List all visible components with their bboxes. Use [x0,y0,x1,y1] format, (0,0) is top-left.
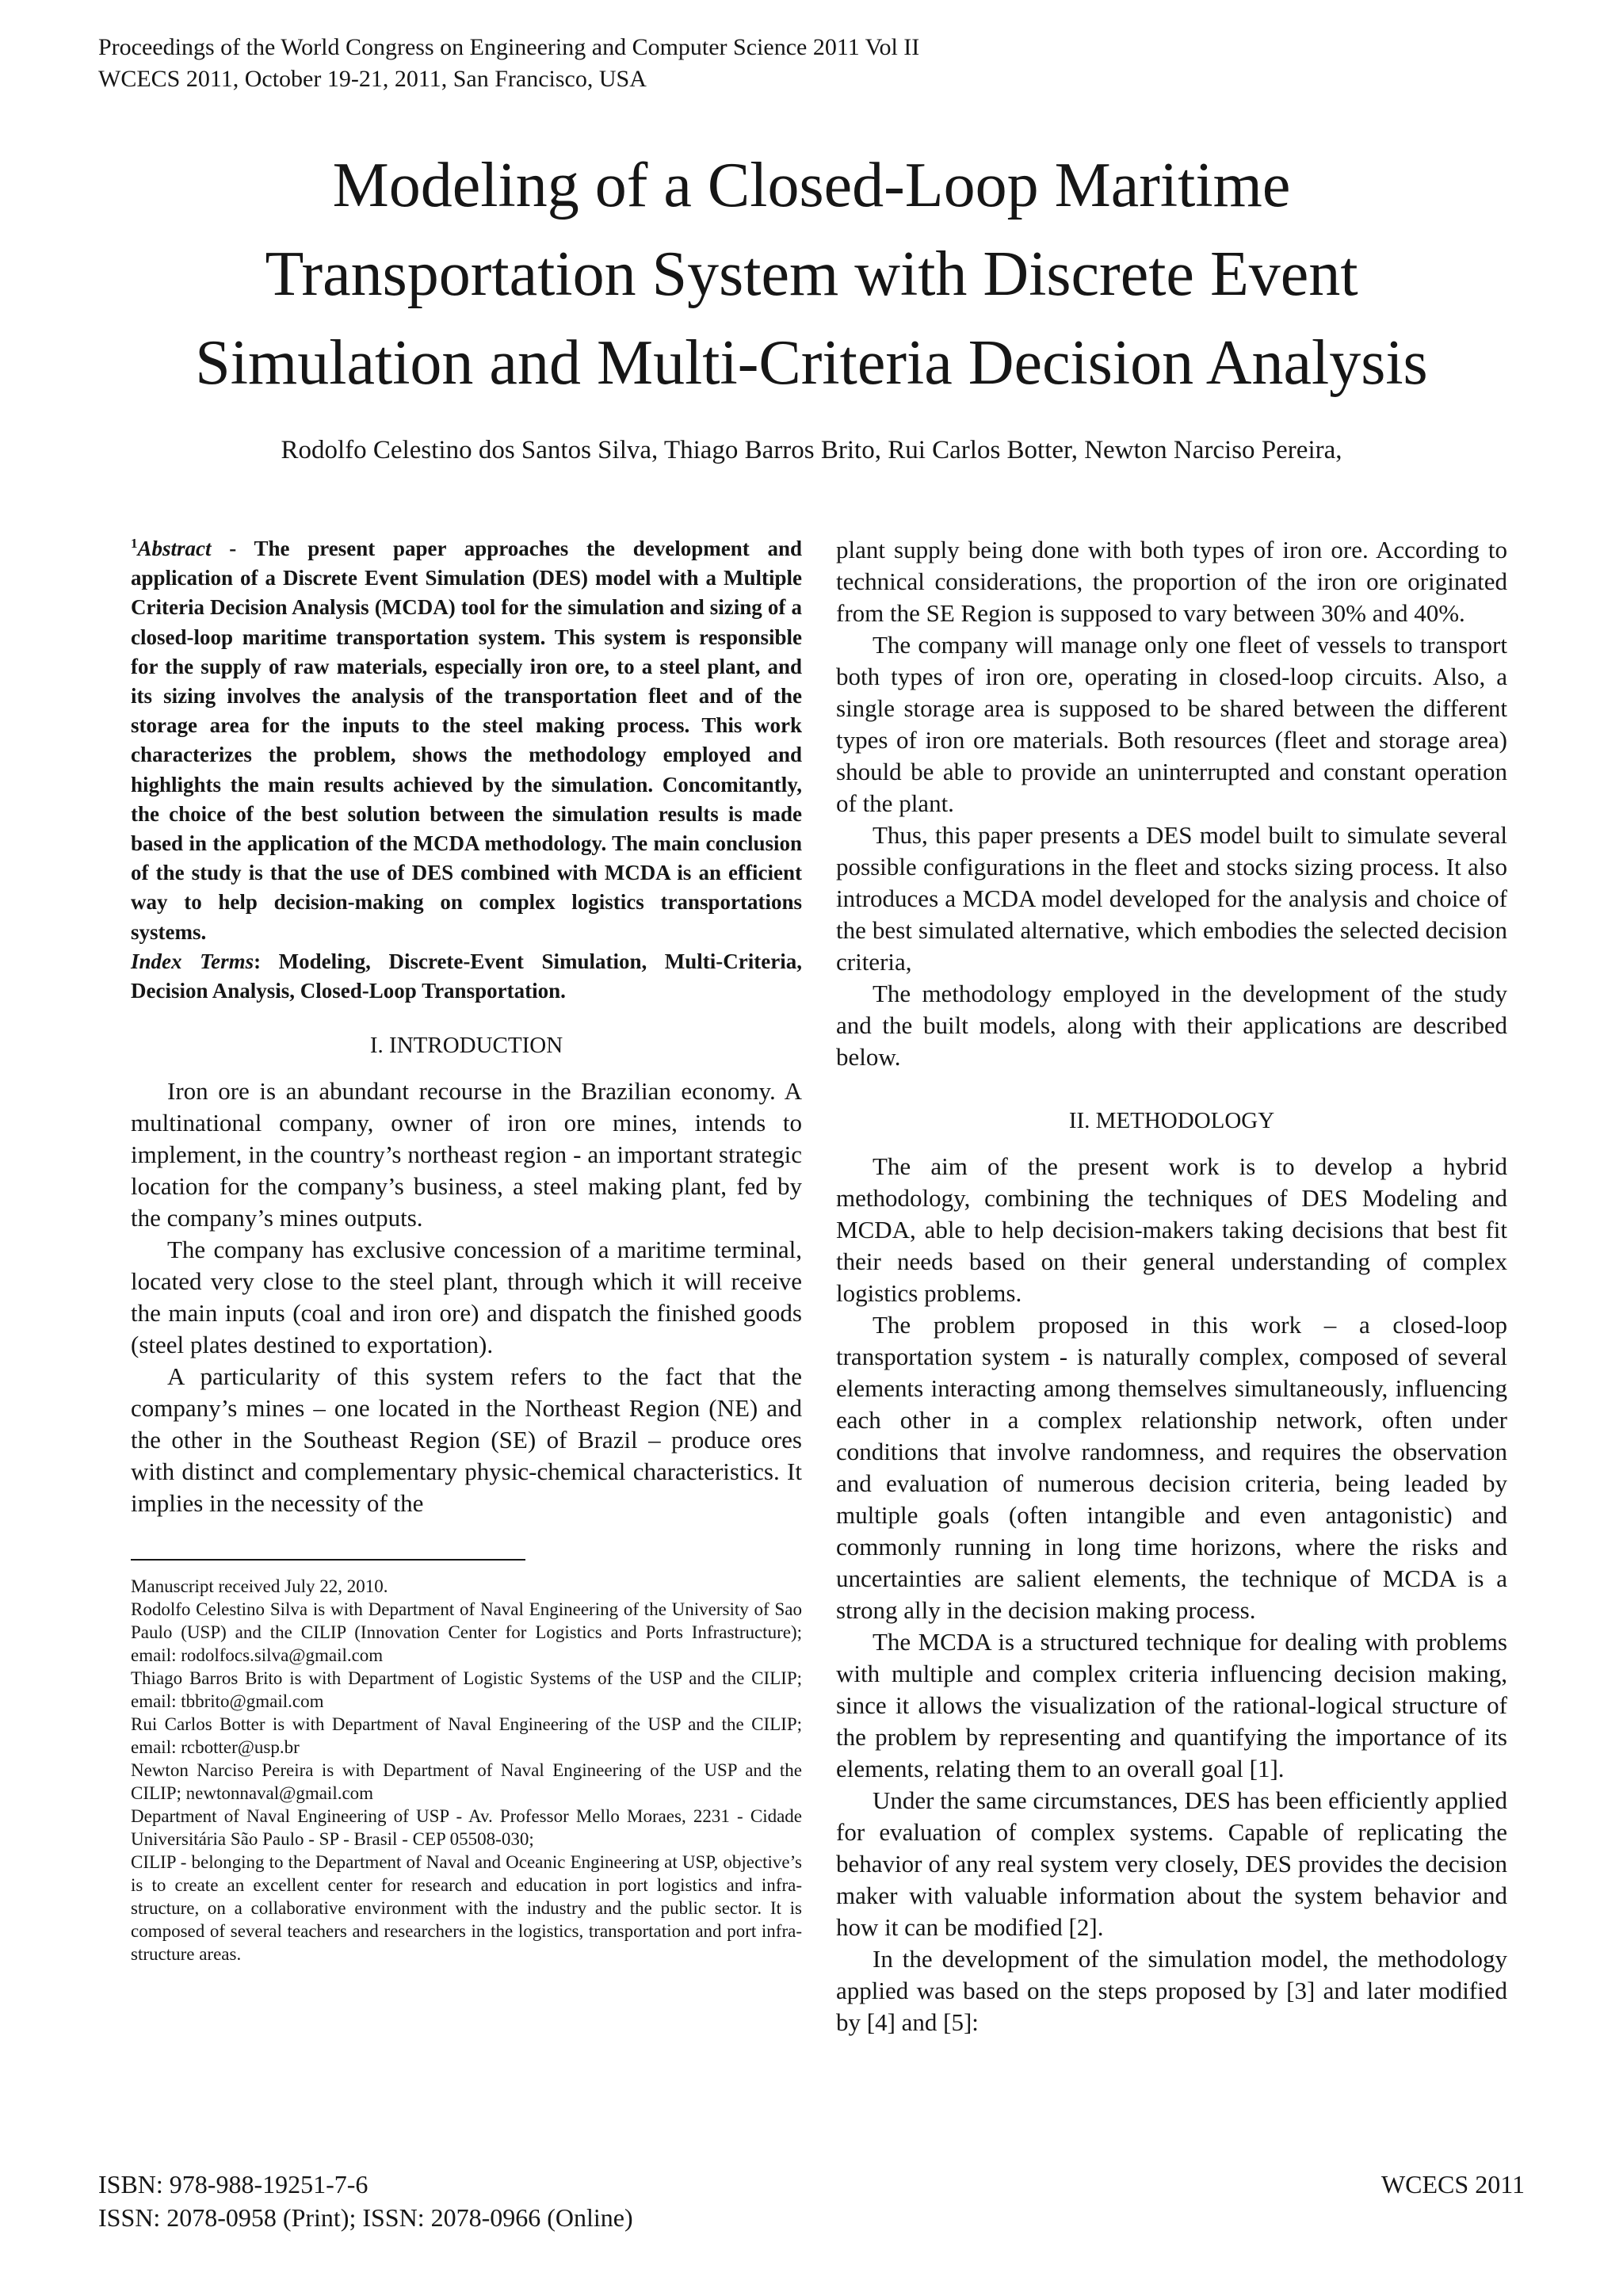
footnote-department-address: Department of Naval Engineering of USP - Av. Professor Mello Moraes, 2231 - Cidade Universitária São Paulo - SP - Brasil - CEP 05508-030; [131,1806,802,1850]
abstract-label: Abstract [137,537,212,560]
right-column [836,534,1507,2038]
method-paragraph-4: Under the same circumstances, DES has been efficiently applied for evaluation of complex systems. Capable of replicating the behavior of any real system very closely, DES provides the decision maker with valuable information about the system behavior and how it can be modified [2]. [836,1786,1507,1941]
abstract [131,534,802,947]
intro-paragraph-3: A particularity of this system refers to the fact that the company’s mines – one located in the Northeast Region (NE) and the other in the Southeast Region (SE) of Brazil – produce ores with distinct and complementary physic-chemical characteristics. It implies in the necessity of the [131,1362,802,1518]
intro-paragraph-1: Iron ore is an abundant recourse in the Brazilian economy. A multinational company, owner of iron ore mines, intends to implement, in the country’s northeast region - an important strategic location for the company’s business, a steel making plant, fed by the company’s mines outputs. [131,1077,802,1232]
intro-paragraph-6: The methodology employed in the development of the study and the built models, along with their applications are described below. [836,980,1507,1071]
section-title-first: I [389,1033,397,1059]
footer-isbn: ISBN: 978-988-19251-7-6 [98,2170,369,2199]
intro-paragraph-3-continued: plant supply being done with both types of iron ore. According to technical considerations, the proportion of the iron ore originated from the SE Region is supposed to vary between 30% and 40%. [836,536,1507,627]
abstract-text: - The present paper approaches the development and application of a Discrete Event Simulation (DES) model with a Multiple Criteria Decision Analysis (MCDA) tool for the simulation and sizing of a closed-loop maritime transportation system. This system is responsible for the supply of raw materials, especially iron ore, to a steel plant, and its sizing involves the analysis of the transportation fleet and of the storage area for the inputs to the steel making process. This work characterizes the problem, shows the methodology employed and highlights the main results achieved by the simulation. Concomitantly, the choice of the best solution between the simulation results is made based in the application of the MCDA methodology. The main conclusion of the study is that the use of DES combined with MCDA is an efficient way to help decision-making on complex logistics transportations systems. [131,537,802,944]
section-title-first: M [1095,1108,1117,1133]
section-title-rest: ETHODOLOGY [1116,1108,1275,1133]
section-title-rest: NTRODUCTION [396,1033,563,1059]
title-line-3: Simulation and Multi-Criteria Decision Analysis [195,328,1428,398]
footnote-author-brito: Thiago Barros Brito is with Department of Logistic Systems of the USP and the CILIP; email: tbbrito@gmail.com [131,1668,802,1712]
section-heading-introduction [131,1030,802,1061]
section-heading-methodology [836,1105,1507,1137]
title-line-2: Transportation System with Discrete Event [265,239,1358,309]
footnote-author-silva: Rodolfo Celestino Silva is with Department of Naval Engineering of the University of Sao Paulo (USP) and the CILIP (Innovation Center for Logistics and Ports Infrastructure); email: rodolfocs.silva@gmail.com [131,1599,802,1666]
header-line-1: Proceedings of the World Congress on Engineering and Computer Science 2011 Vol II [98,34,920,60]
footnote-divider [131,1559,525,1561]
header-line-2: WCECS 2011, October 19-21, 2011, San Francisco, USA [98,66,647,92]
method-paragraph-2: The problem proposed in this work – a closed-loop transportation system - is naturally complex, composed of several elements interacting among themselves simultaneously, influencing each other in a complex relationship network, often under conditions that involve randomness, and requires the observation and evaluation of numerous decision criteria, being leaded by multiple goals (often intangible and even antagonistic) and commonly running in long time horizons, where the risks and uncertainties are salient elements, the technique of MCDA is a strong ally in the decision making process. [836,1311,1507,1624]
intro-paragraph-5: Thus, this paper presents a DES model built to simulate several possible configurations in the fleet and stocks sizing process. It also introduces a MCDA model developed for the analysis and choice of the best simulated alternative, which embodies the selected decision criteria, [836,821,1507,976]
author-list: Rodolfo Celestino dos Santos Silva, Thiago Barros Brito, Rui Carlos Botter, Newton Narciso Pereira, [281,436,1342,464]
section-number: I. [369,1033,384,1059]
method-paragraph-3: The MCDA is a structured technique for dealing with problems with multiple and complex criteria influencing decision making, since it allows the visualization of the rational-logical structure of the problem by representing and quantifying the importance of its elements, relating them to an overall goal [1]. [836,1628,1507,1782]
method-paragraph-5: In the development of the simulation model, the methodology applied was based on the steps proposed by [3] and later modified by [4] and [5]: [836,1945,1507,2036]
method-paragraph-1: The aim of the present work is to develop a hybrid methodology, combining the techniques of DES Modeling and MCDA, able to help decision-makers taking decisions that best fit their needs based on their general understanding of complex logistics problems. [836,1152,1507,1307]
abstract-footnote-mark: 1 [131,536,138,551]
footnote-author-pereira: Newton Narciso Pereira is with Department of Naval Engineering of the USP and the CILIP; newtonnaval@gmail.com [131,1760,802,1804]
intro-paragraph-2: The company has exclusive concession of a maritime terminal, located very close to the steel plant, through which it will receive the main inputs (coal and iron ore) and dispatch the finished goods (steel plates destined to exportation). [131,1236,802,1359]
title-line-1: Modeling of a Closed-Loop Maritime [332,151,1291,220]
left-column [131,534,802,1966]
footer-identifiers [98,2168,633,2234]
footnote-received: Manuscript received July 22, 2010. [131,1576,388,1597]
index-terms-text: : Modeling, Discrete-Event Simulation, Multi-Criteria, Decision Analysis, Closed-Loop Transportation. [131,949,802,1003]
footer-conference: WCECS 2011 [1381,2170,1525,2199]
index-terms-label: Index Terms [131,949,254,973]
footer-issn: ISSN: 2078-0958 (Print); ISSN: 2078-0966 (Online) [98,2203,633,2232]
section-number: II. [1068,1108,1090,1133]
footnote-cilip: CILIP - belonging to the Department of Naval and Oceanic Engineering at USP, objective’s is to create an excellent center for research and education in port logistics and infra-structure, on a collaborative environment with the industry and the public sector. It is composed of several teachers and researchers in the logistics, transportation and port infra-structure areas. [131,1852,802,1965]
paper-title [0,141,1623,407]
index-terms [131,947,802,1006]
running-header [98,32,919,95]
footnote-author-botter: Rui Carlos Botter is with Department of Naval Engineering of the USP and the CILIP; email: rcbotter@usp.br [131,1714,802,1758]
intro-paragraph-4: The company will manage only one fleet of vessels to transport both types of iron ore, operating in closed-loop circuits. Also, a single storage area is supposed to be shared between the different types of iron ore materials. Both resources (fleet and storage area) should be able to provide an uninterrupted and constant operation of the plant. [836,631,1507,817]
